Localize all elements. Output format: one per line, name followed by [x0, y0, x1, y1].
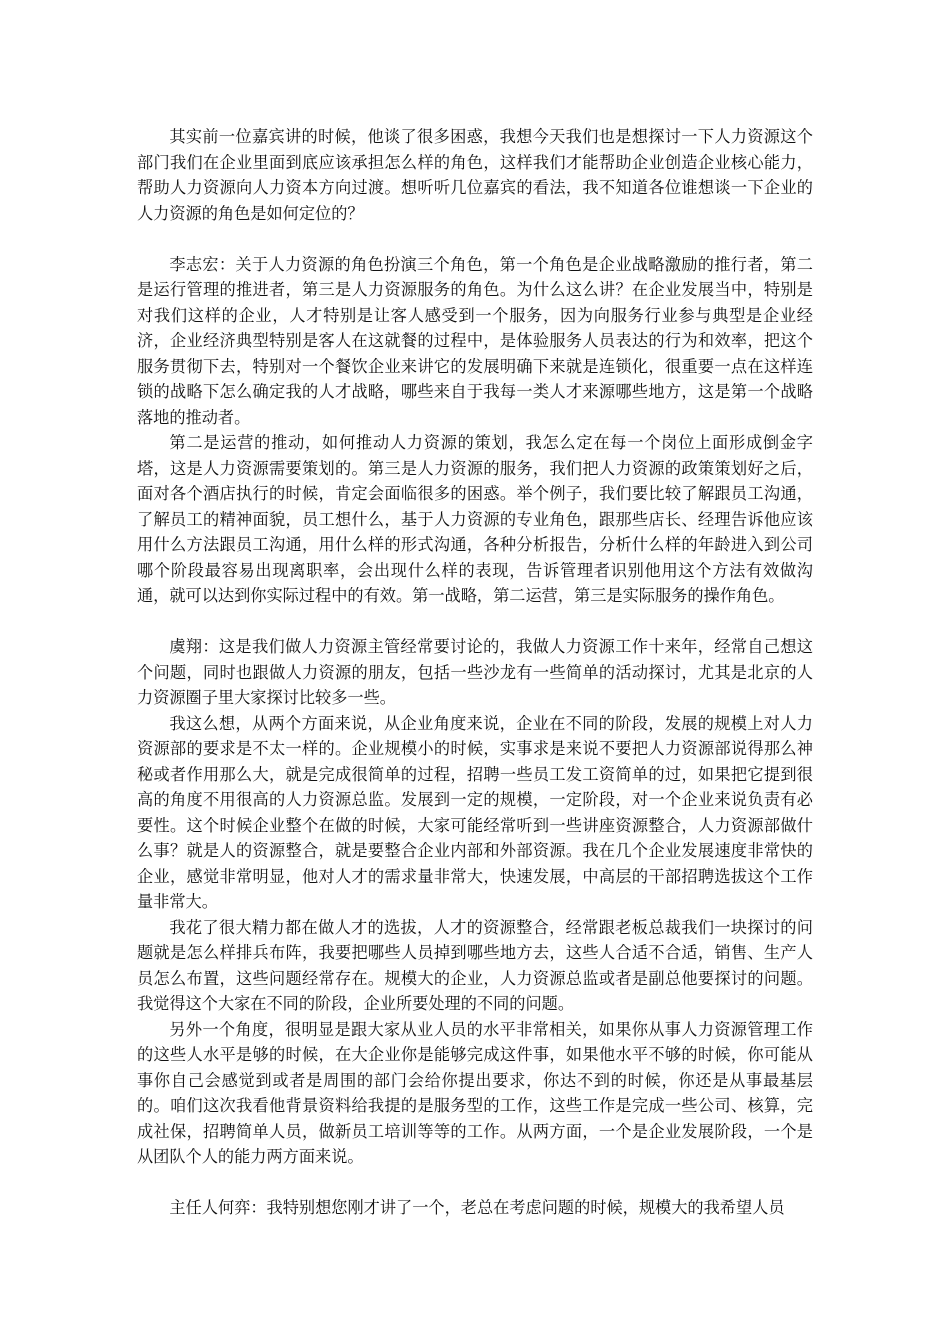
- paragraph-yu-xiang-two-aspects: 我这么想，从两个方面来说，从企业角度来说，企业在不同的阶段，发展的规模上对人力资源部的要求是不太一样的。企业规模小的时候，实事求是来说不要把人力资源部说得那么神秘或者作用那么大，就是完成很简单的过程，招聘一些员工发工资简单的过，如果把它提到很高的角度不用很高的人力资源总监。发展到一定的规模，一定阶段，对一个企业来说负责有必要性。这个时候企业整个在做的时候，大家可能经常听到一些讲座资源整合，人力资源部做什么事？就是人的资源整合，就是要整合企业内部和外部资源。我在几个企业发展速度非常快的企业，感觉非常明显，他对人才的需求量非常大，快速发展，中高层的干部招聘选拔这个工作量非常大。: [137, 713, 813, 911]
- paragraph-intro: 其实前一位嘉宾讲的时候，他谈了很多困惑，我想今天我们也是想探讨一下人力资源这个部门我们在企业里面到底应该承担怎么样的角色，这样我们才能帮助企业创造企业核心能力，帮助人力资源向人力资本方向过渡。想听听几位嘉宾的看法，我不知道各位谁想谈一下企业的人力资源的角色是如何定位的？: [137, 127, 813, 223]
- paragraph-gap: [137, 1170, 813, 1196]
- paragraph-host-he-yi: 主任人何弈：我特别想您刚才讲了一个，老总在考虑问题的时候，规模大的我希望人员: [169, 1198, 785, 1217]
- paragraph-yu-xiang-selection: 我花了很大精力都在做人才的选拔，人才的资源整合，经常跟老板总裁我们一块探讨的问题就是怎么样排兵布阵，我要把哪些人员掉到哪些地方去，这些人合适不合适，销售、生产人员怎么布置，这些问题经常存在。规模大的企业，人力资源总监或者是副总他要探讨的问题。我觉得这个大家在不同的阶段，企业所要处理的不同的问题。: [137, 917, 813, 1013]
- paragraph-li-zhihong-continued: 第二是运营的推动，如何推动人力资源的策划，我怎么定在每一个岗位上面形成倒金字塔，这是人力资源需要策划的。第三是人力资源的服务，我们把人力资源的政策策划好之后，面对各个酒店执行的时候，肯定会面临很多的困惑。举个例子，我们要比较了解跟员工沟通，了解员工的精神面貌，员工想什么，基于人力资源的专业角色，跟那些店长、经理告诉他应该用什么方法跟员工沟通，用什么样的形式沟通，各种分析报告，分析什么样的年龄进入到公司哪个阶段最容易出现离职率，会出现什么样的表现，告诉管理者识别他用这个方法有效做沟通，就可以达到你实际过程中的有效。第一战略，第二运营，第三是实际服务的操作角色。: [137, 433, 813, 605]
- paragraph-li-zhihong: 李志宏：关于人力资源的角色扮演三个角色，第一个角色是企业战略激励的推行者，第二是运行管理的推进者，第三是人力资源服务的角色。为什么这么讲？在企业发展当中，特别是对我们这样的企业，人才特别是让客人感受到一个服务，因为向服务行业参与典型是企业经济，企业经济典型特别是客人在这就餐的过程中，是体验服务人员表达的行为和效率，把这个服务贯彻下去，特别对一个餐饮企业来讲它的发展明确下来就是连锁化，很重要一点在这样连锁的战略下怎么确定我的人才战略，哪些来自于我每一类人才来源哪些地方，这是第一个战略落地的推动者。: [137, 254, 813, 427]
- paragraph-gap: [137, 226, 813, 252]
- paragraph-yu-xiang-another-angle: 另外一个角度，很明显是跟大家从业人员的水平非常相关，如果你从事人力资源管理工作的这些人水平是够的时候，在大企业你是能够完成这件事，如果他水平不够的时候，你可能从事你自己会感觉到或者是周围的部门会给你提出要求，你达不到的时候，你还是从事最基层的。咱们这次我看他背景资料给我提的是服务型的工作，这些工作是完成一些公司、核算，完成社保，招聘简单人员，做新员工培训等等的工作。从两方面，一个是企业发展阶段，一个是从团队个人的能力两方面来说。: [137, 1019, 813, 1166]
- document-body: [137, 124, 813, 1221]
- paragraph-yu-xiang: 虞翔：这是我们做人力资源主管经常要讨论的，我做人力资源工作十来年，经常自己想这个问题，同时也跟做人力资源的朋友，包括一些沙龙有一些简单的活动探讨，尤其是北京的人力资源圈子里大家探讨比较多一些。: [137, 637, 813, 707]
- paragraph-gap: [137, 609, 813, 635]
